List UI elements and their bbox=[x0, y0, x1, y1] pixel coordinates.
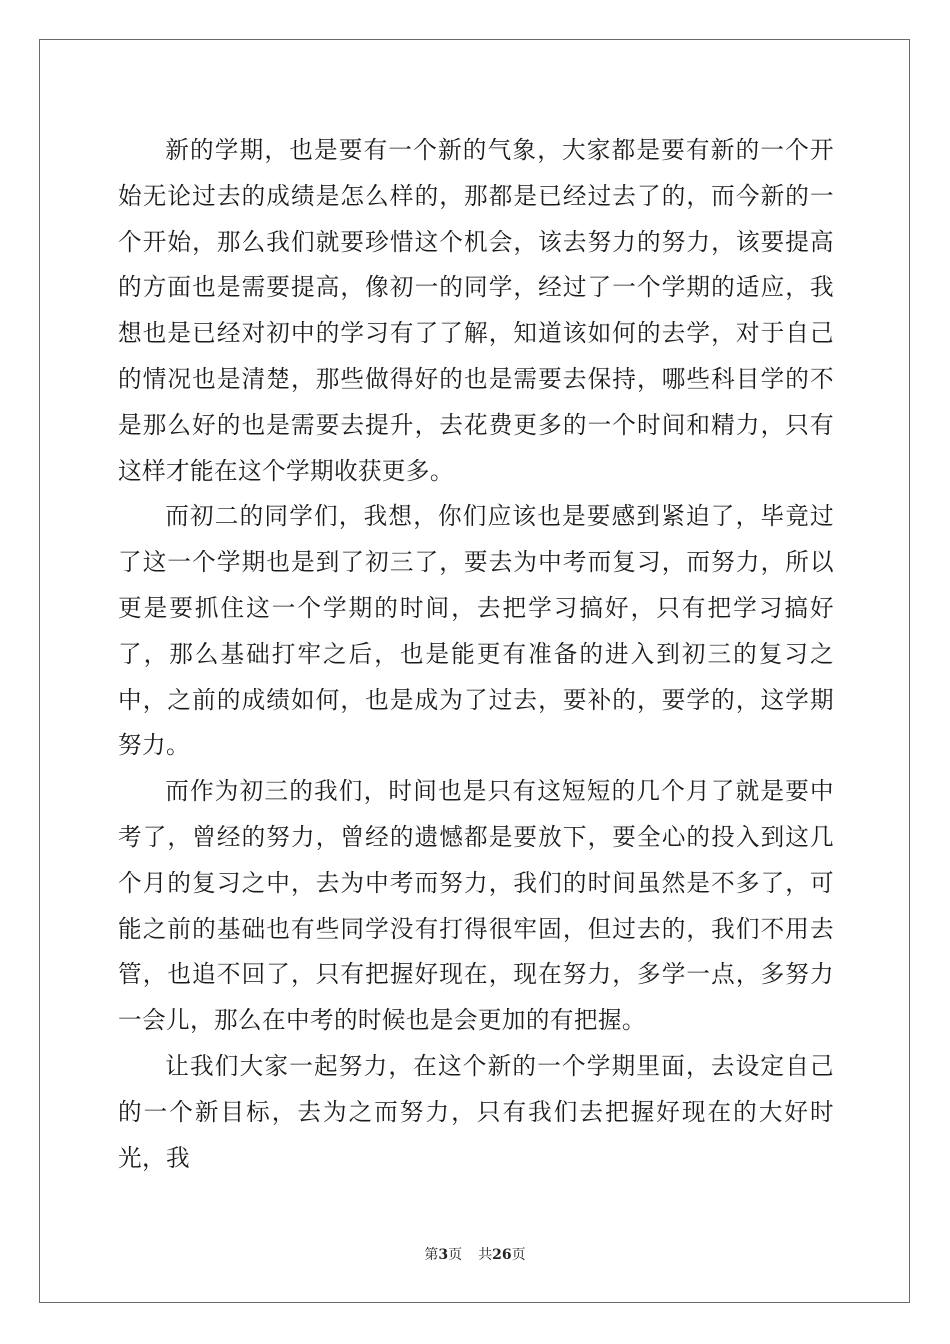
paragraph-1: 新的学期，也是要有一个新的气象，大家都是要有新的一个开始无论过去的成绩是怎么样的，那都是已经过去了的，而今新的一个开始，那么我们就要珍惜这个机会，该去努力的努力，该要提高的方面也是需要提高，像初一的同学，经过了一个学期的适应，我想也是已经对初中的学习有了了解，知道该如何的去学，对于自己的情况也是清楚，那些做得好的也是需要去保持，哪些科目学的不是那么好的也是需要去提升，去花费更多的一个时间和精力，只有这样才能在这个学期收获更多。 bbox=[118, 136, 834, 485]
page-footer bbox=[0, 1245, 950, 1265]
document-body bbox=[118, 128, 834, 1181]
paragraph-4: 让我们大家一起努力，在这个新的一个学期里面，去设定自己的一个新目标，去为之而努力，只有我们去把握好现在的大好时光，我 bbox=[118, 1051, 834, 1172]
page-total: 共26页 bbox=[478, 1247, 526, 1263]
page-number: 第3页 bbox=[424, 1247, 463, 1263]
paragraph-2: 而初二的同学们，我想，你们应该也是要感到紧迫了，毕竟过了这一个学期也是到了初三了，要去为中考而复习，而努力，所以更是要抓住这一个学期的时间，去把学习搞好，只有把学习搞好了，那么基础打牢之后，也是能更有准备的进入到初三的复习之中，之前的成绩如何，也是成为了过去，要补的，要学的，这学期努力。 bbox=[118, 502, 834, 760]
paragraph-3: 而作为初三的我们，时间也是只有这短短的几个月了就是要中考了，曾经的努力，曾经的遗憾都是要放下，要全心的投入到这几个月的复习之中，去为中考而努力，我们的时间虽然是不多了，可能之前的基础也有些同学没有打得很牢固，但过去的，我们不用去管，也追不回了，只有把握好现在，现在努力，多学一点，多努力一会儿，那么在中考的时候也是会更加的有把握。 bbox=[118, 777, 834, 1035]
